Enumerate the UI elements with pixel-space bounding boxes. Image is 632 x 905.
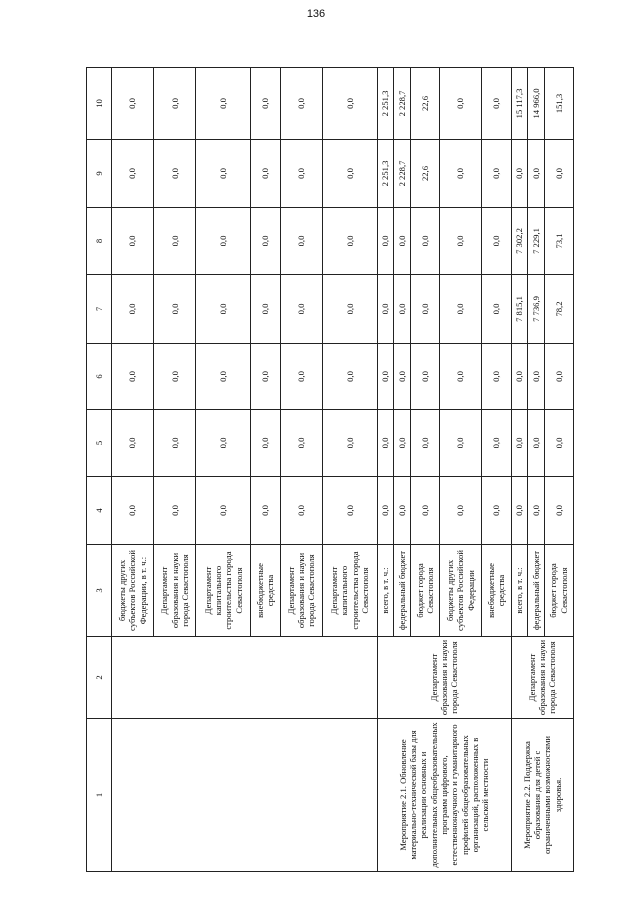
- funding-source: федеральный бюджет: [394, 545, 411, 637]
- value-cell: 0,0: [394, 344, 411, 410]
- value-cell: 0,0: [322, 140, 377, 208]
- value-cell: 0,0: [280, 344, 322, 410]
- value-cell: 0,0: [511, 477, 528, 545]
- value-cell: 0,0: [410, 410, 439, 477]
- value-cell: 0,0: [112, 410, 154, 477]
- value-cell: 14 966,0: [528, 68, 545, 140]
- value-cell: 78,2: [544, 275, 573, 344]
- value-cell: 0,0: [528, 344, 545, 410]
- value-cell: 7 229,1: [528, 208, 545, 275]
- value-cell: 0,0: [154, 140, 196, 208]
- value-cell: 0,0: [544, 344, 573, 410]
- value-cell: 0,0: [112, 208, 154, 275]
- value-cell: 2 251,3: [377, 68, 394, 140]
- column-header-7: 7: [87, 275, 112, 344]
- value-cell: 0,0: [511, 140, 528, 208]
- value-cell: 0,0: [154, 68, 196, 140]
- value-cell: 0,0: [196, 410, 251, 477]
- value-cell: 0,0: [112, 344, 154, 410]
- value-cell: 0,0: [482, 68, 511, 140]
- value-cell: 0,0: [322, 410, 377, 477]
- funding-source: Департамент образования и науки города Севастополя: [154, 545, 196, 637]
- value-cell: 0,0: [410, 344, 439, 410]
- column-header-4: 4: [87, 477, 112, 545]
- value-cell: 0,0: [410, 208, 439, 275]
- measure-name: Мероприятие 2.1. Обновление материально-технической базы для реализации основных и дополнительных общеобразовательных программ цифрового, естественнонаучного и гуманитарного профилей общеобразовательных организаций, расположенных в сельской местности: [377, 719, 511, 872]
- value-cell: 2 228,7: [394, 140, 411, 208]
- value-cell: 0,0: [482, 140, 511, 208]
- table-row: [511, 68, 528, 872]
- value-cell: 0,0: [322, 477, 377, 545]
- value-cell: 0,0: [280, 208, 322, 275]
- value-cell: 22,6: [410, 140, 439, 208]
- value-cell: 2 228,7: [394, 68, 411, 140]
- value-cell: 0,0: [196, 344, 251, 410]
- funding-source: всего, в т. ч.:: [511, 545, 528, 637]
- value-cell: 0,0: [280, 477, 322, 545]
- value-cell: 0,0: [377, 275, 394, 344]
- value-cell: 0,0: [280, 275, 322, 344]
- value-cell: 0,0: [112, 140, 154, 208]
- value-cell: 0,0: [482, 410, 511, 477]
- value-cell: 0,0: [280, 410, 322, 477]
- value-cell: 0,0: [196, 477, 251, 545]
- table-row: [377, 68, 394, 872]
- value-cell: 0,0: [112, 68, 154, 140]
- value-cell: 0,0: [280, 68, 322, 140]
- budget-table: [86, 67, 574, 872]
- funding-source: Департамент капитального строительства города Севастополя: [322, 545, 377, 637]
- value-cell: 0,0: [196, 68, 251, 140]
- funding-source: федеральный бюджет: [528, 545, 545, 637]
- value-cell: 0,0: [440, 410, 482, 477]
- value-cell: 7 815,1: [511, 275, 528, 344]
- value-cell: 7 302,2: [511, 208, 528, 275]
- value-cell: 0,0: [528, 140, 545, 208]
- value-cell: 0,0: [528, 410, 545, 477]
- measure-name: Мероприятие 2.2. Поддержка образования для детей с ограниченными возможностями здоровья.: [511, 719, 573, 872]
- value-cell: 15 117,3: [511, 68, 528, 140]
- executor: Департамент образования и науки города Севастополя: [377, 637, 511, 719]
- funding-source: бюджет города Севастополя: [544, 545, 573, 637]
- value-cell: 0,0: [251, 275, 280, 344]
- funding-source: внебюджетные средства: [482, 545, 511, 637]
- value-cell: 7 736,9: [528, 275, 545, 344]
- value-cell: 0,0: [394, 208, 411, 275]
- value-cell: 0,0: [440, 208, 482, 275]
- value-cell: 0,0: [251, 140, 280, 208]
- value-cell: 22,6: [410, 68, 439, 140]
- value-cell: 0,0: [251, 208, 280, 275]
- value-cell: 0,0: [440, 140, 482, 208]
- value-cell: 0,0: [251, 68, 280, 140]
- value-cell: 0,0: [154, 410, 196, 477]
- value-cell: 0,0: [251, 344, 280, 410]
- value-cell: 0,0: [251, 410, 280, 477]
- funding-source: Департамент капитального строительства города Севастополя: [196, 545, 251, 637]
- funding-source: бюджеты других субъектов Российской Федерации, в т. ч.:: [112, 545, 154, 637]
- value-cell: 0,0: [440, 68, 482, 140]
- column-header-1: 1: [87, 719, 112, 872]
- funding-source: бюджеты других субъектов Российской Федерации: [440, 545, 482, 637]
- value-cell: 0,0: [196, 275, 251, 344]
- value-cell: 0,0: [394, 275, 411, 344]
- column-header-5: 5: [87, 410, 112, 477]
- column-header-6: 6: [87, 344, 112, 410]
- column-header-2: 2: [87, 637, 112, 719]
- value-cell: 0,0: [377, 410, 394, 477]
- value-cell: 0,0: [511, 344, 528, 410]
- executor: Департамент образования и науки города Севастополя: [511, 637, 573, 719]
- value-cell: 0,0: [322, 68, 377, 140]
- value-cell: 0,0: [440, 477, 482, 545]
- value-cell: 0,0: [440, 275, 482, 344]
- value-cell: 2 251,3: [377, 140, 394, 208]
- funding-source: всего, в т. ч.:: [377, 545, 394, 637]
- value-cell: 0,0: [410, 477, 439, 545]
- value-cell: 0,0: [511, 410, 528, 477]
- value-cell: 0,0: [544, 140, 573, 208]
- value-cell: 0,0: [544, 477, 573, 545]
- value-cell: 0,0: [196, 140, 251, 208]
- value-cell: 0,0: [482, 344, 511, 410]
- funding-source: внебюджетные средства: [251, 545, 280, 637]
- value-cell: 0,0: [394, 477, 411, 545]
- value-cell: 0,0: [394, 410, 411, 477]
- column-header-3: 3: [87, 545, 112, 637]
- header-row: [87, 68, 112, 872]
- value-cell: 0,0: [154, 344, 196, 410]
- value-cell: 0,0: [482, 275, 511, 344]
- value-cell: 0,0: [482, 477, 511, 545]
- funding-source: Департамент образования и науки города Севастополя: [280, 545, 322, 637]
- table-row: [112, 68, 154, 872]
- value-cell: 73,1: [544, 208, 573, 275]
- value-cell: 0,0: [251, 477, 280, 545]
- value-cell: 0,0: [377, 477, 394, 545]
- value-cell: 0,0: [322, 275, 377, 344]
- value-cell: 0,0: [482, 208, 511, 275]
- value-cell: 0,0: [112, 477, 154, 545]
- value-cell: 0,0: [377, 344, 394, 410]
- value-cell: 151,3: [544, 68, 573, 140]
- value-cell: 0,0: [154, 208, 196, 275]
- value-cell: 0,0: [410, 275, 439, 344]
- column-header-10: 10: [87, 68, 112, 140]
- column-header-8: 8: [87, 208, 112, 275]
- value-cell: 0,0: [440, 344, 482, 410]
- funding-source: бюджет города Севастополя: [410, 545, 439, 637]
- value-cell: 0,0: [528, 477, 545, 545]
- value-cell: 0,0: [280, 140, 322, 208]
- page-number: 136: [306, 8, 326, 20]
- executor-empty: [112, 637, 378, 719]
- value-cell: 0,0: [322, 208, 377, 275]
- rotated-table-container: [86, 68, 574, 872]
- value-cell: 0,0: [544, 410, 573, 477]
- value-cell: 0,0: [154, 275, 196, 344]
- measure-name-empty: [112, 719, 378, 872]
- column-header-9: 9: [87, 140, 112, 208]
- value-cell: 0,0: [322, 344, 377, 410]
- value-cell: 0,0: [112, 275, 154, 344]
- value-cell: 0,0: [154, 477, 196, 545]
- value-cell: 0,0: [196, 208, 251, 275]
- value-cell: 0,0: [377, 208, 394, 275]
